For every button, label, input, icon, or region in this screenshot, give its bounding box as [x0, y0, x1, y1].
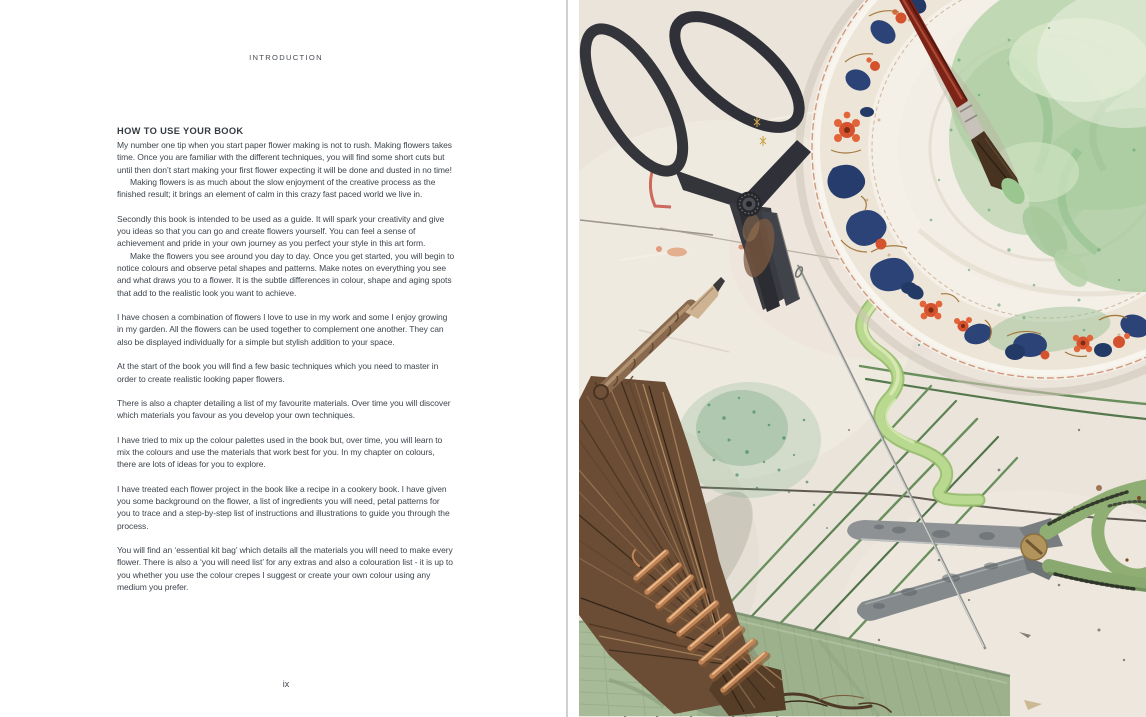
body-paragraph: There is also a chapter detailing a list of my favourite materials. Over time you will discover which materials you favour as you develop your own techniques. — [117, 397, 451, 421]
body-paragraph: At the start of the book you will find a few basic techniques which you need to master in order to create realistic looking paper flowers. — [117, 361, 439, 384]
body-paragraph: Secondly this book is intended to be used as a guide. It will spark your creativity and give you ideas so that you can go and create flowers yourself. You can feel a sense of achievement and pride in your own journey as you perfect your style in this art form. — [117, 213, 445, 249]
right-page-photo — [579, 0, 1146, 717]
text-block — [117, 126, 455, 593]
section-heading: HOW TO USE YOUR BOOK — [117, 126, 244, 136]
body-paragraph: I have treated each flower project in the book like a recipe in a cookery book. I have given you some background on the flower, a list of ingredients you will need, petal patterns for you to trace and a step-by-step list of instructions and illustrations to guide you through the process. — [117, 483, 450, 531]
body-paragraph: I have chosen a combination of flowers I love to use in my work and some I enjoy growing in my garden. All the flowers can be used together to complement one another. They can also be displayed individually for a simple but stylish addition to your space. — [117, 312, 448, 347]
page-gutter-line — [566, 0, 568, 717]
body-paragraph: Make the flowers you see around you day to day. Once you get started, you will begin to notice colours and observe petal shapes and patterns. Make notes on everything you see and what draws you to a flower. It is the subtle differences in colour, shape and aging spots that add to the realistic look you want to achieve. — [117, 250, 455, 298]
page-number: ix — [282, 679, 290, 689]
body-paragraph: Making flowers is as much about the slow enjoyment of the creative process as the finished result; it brings an element of calm in this crazy fast paced world we live in. — [117, 177, 436, 200]
body-paragraph: My number one tip when you start paper flower making is not to rush. Making flowers takes time. Once you are familiar with the different techniques, you will find some short cuts but until then don’t start making your first flower expecting it will be done and dusted in no time! — [117, 140, 452, 175]
running-head: INTRODUCTION — [249, 53, 323, 62]
craft-tools-photo — [579, 0, 1146, 717]
body-paragraph: I have tried to mix up the colour palettes used in the book but, over time, you will learn to mix the colours and use the materials that work best for you. In my chapter on colours, there are lots of ideas for you to explore. — [117, 434, 443, 470]
body-paragraph: You will find an ‘essential kit bag’ which details all the materials you will need to make every flower. There is also a ‘you will need list’ for any extras and also a colouration list - it is up to you whether you use the colour crepes I suggest or create your own colour using any medium you prefer. — [117, 544, 453, 592]
